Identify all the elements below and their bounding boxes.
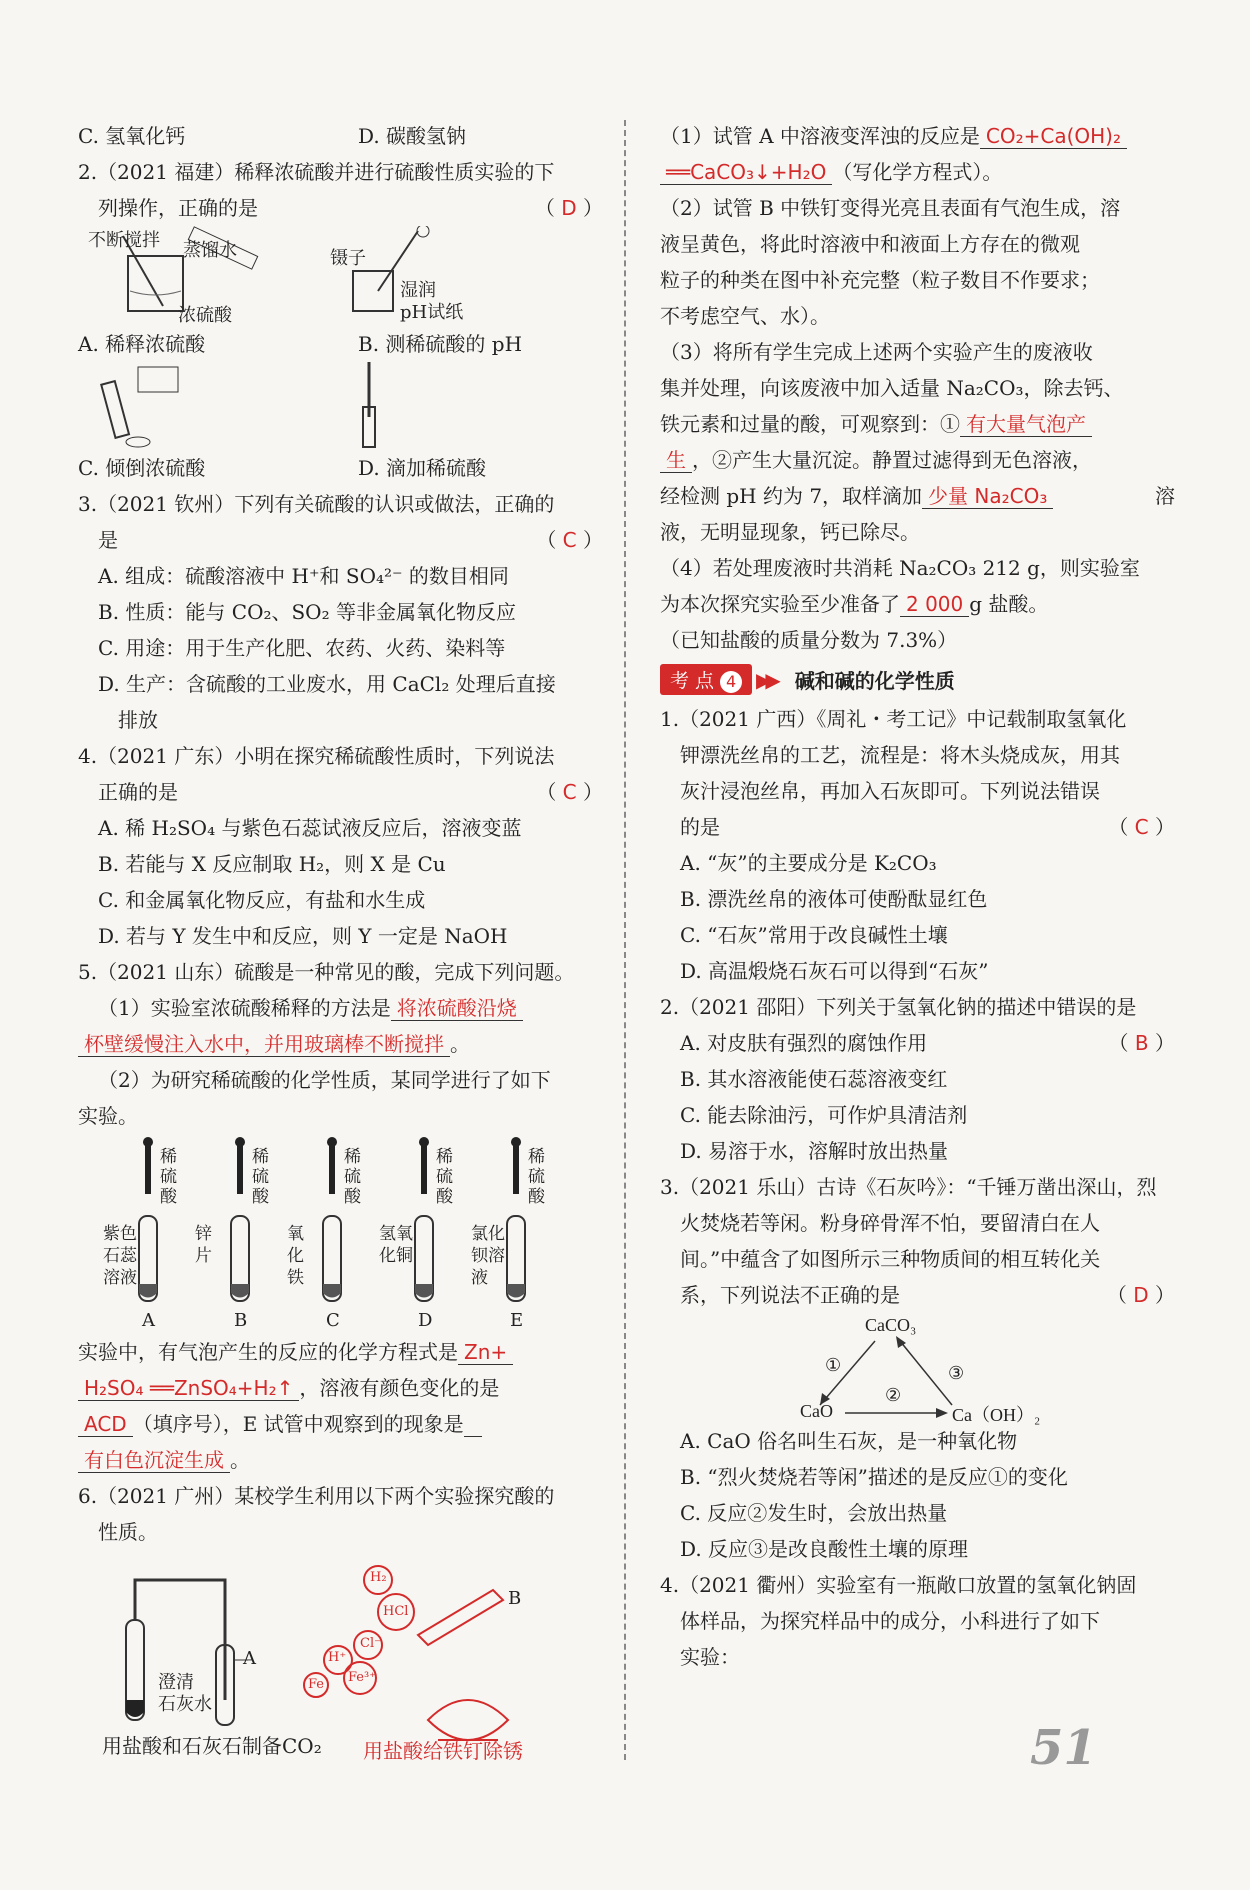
q3-stem-2: 是 （ C ） [98,528,603,552]
section-header [660,664,1175,695]
q4-answer: C [562,780,577,804]
triangle-diagram [660,1313,1175,1423]
label-1: ① [825,1355,842,1376]
r-part4-2: 为本次探究实验至少准备了 2 000 g 盐酸。 [660,592,1049,616]
q5-part3-3: ACD （填序号），E 试管中观察到的现象是 [78,1406,603,1442]
b1-stem-2: 钾漂洗丝帛的工艺，流程是：将木头烧成灰，用其 [680,743,1120,767]
r-part3-answer-3: 少量 Na₂CO₃ [922,484,1053,509]
b1-stem-4: 的是 （ C ） [680,815,1175,839]
q1-options [78,118,603,154]
section-title: 碱和碱的化学性质 [794,669,955,693]
q2-captions-cd [78,450,603,486]
q5-part1: （1）实验室浓硫酸稀释的方法是 将浓硫酸沿烧 [78,990,603,1026]
label-3: ③ [948,1363,965,1384]
q5-part3-answer-1: Zn+ [458,1340,513,1365]
q5-part2: （2）为研究稀硫酸的化学性质，某同学进行了如下 [98,1068,551,1092]
q3-option-d: D. 生产：含硫酸的工业废水，用 CaCl₂ 处理后直接 [98,672,556,696]
tube-letter-D: D [418,1310,433,1331]
fig-label-stir: 不断搅拌 [88,230,160,251]
b4-stem-3: 实验： [680,1645,740,1669]
right-column: （1）试管 A 中溶液变浑浊的反应是 CO₂+Ca(OH)₂ ══CaCO₃↓+H₂O （写化学方程式）。 （2）试管 B 中铁钉变得光亮且表面有气泡生成，溶 液呈黄色，将此时溶液中和液面上方存在的微观 粒子的种类在图中补充完整（粒子数目不作要求； 不考虑空气、水）。 （3）将所有学生完成上述两个实验产生的废液收 集并处理，向该废液中加入适量 Na₂CO₃，除去钙、 铁元素和过量的酸，可观察到：① 有大量气泡产 生 ，②产生大量沉淀。静置过滤得到无色溶液， 经检测 pH 约为 7，取样滴加 少量 Na₂CO₃ 溶 液，无明显现象，钙已除尽。 （4）若处理废液时共消耗 Na₂CO₃ 212 g，则实验室 为本次探究实验至少准备了 2 000 g 盐酸。 （已知盐酸的质量分数为 7.3%） 考 点 4 ▶▶ 碱和碱的化学性质 1.（2021 广西）《周礼・考工记》中记载制取氢氧化 钾漂洗丝帛的工艺，流程是：将木头烧成灰，用其 灰汁浸泡丝帛，再加入石灰即可。下列说法错误 的是 （ C ） A. “灰”的主要成分是 K₂CO₃ B. 漂洗丝帛的液体可使酚酞显红色 C. “石灰”常用于改良碱性土壤 D. 高温煅烧石灰石可以得到“石灰” 2.（2021 邵阳）下列关于氢氧化钠的描述中错误的是 （ B ） A. 对皮肤有强烈的腐蚀作用 B. 其水溶液能使石蕊溶液变红 C. 能去除油污，可作炉具清洁剂 D. 易溶于水，溶解时放出热量 3.（2021 乐山）古诗《石灰吟》：“千锤万凿出深山，烈 火焚烧若等闲。粉身碎骨浑不怕，要留清白在人 间。”中蕴含了如图所示三种物质间的相互转化关 系，下列说法不正确的是 （ D ） CaCO₃ CaO Ca（OH）₂ ① ② ③ A. CaO 俗名叫生石灰，是一种氧化物 B. “烈火焚烧若等闲”描述的是反应①的变化 C. 反应②发生时，会放出热量 D. 反应③是改良酸性土壤的原理 4.（2021 衢州）实验室有一瓶敞口放置的氢氧化钠固 体样品，为探究样品中的成分，小科进行了如下 实验： [660,118,1175,1675]
r-part2-4: 不考虑空气、水）。 [660,304,830,328]
b3-option-a: A. CaO 俗名叫生石灰，是一种氧化物 [680,1429,1018,1453]
r-part4-3: （已知盐酸的质量分数为 7.3%） [660,628,958,652]
r-part1-answer-1: CO₂+Ca(OH)₂ [980,124,1127,149]
ion-h: H⁺ [328,1650,347,1665]
tube-top-label-C: 稀硫酸 [344,1147,361,1207]
q5-part2-2: 实验。 [78,1104,138,1128]
fig-label-b: B [508,1588,522,1609]
q5-part3-4: 有白色沉淀生成 。 [78,1442,603,1478]
q6-stem-2: 性质。 [98,1520,158,1544]
node-caco3: CaCO₃ [865,1315,917,1335]
tube-letter-C: C [326,1310,340,1331]
test-tube-E [507,1137,525,1301]
tube-letter-E: E [510,1310,524,1331]
q4-option-d: D. 若与 Y 发生中和反应，则 Y 一定是 NaOH [98,924,508,948]
b1-option-c: C. “石灰”常用于改良碱性土壤 [680,923,948,947]
r-part3-2: 集并处理，向该废液中加入适量 Na₂CO₃，除去钙、 [660,376,1124,400]
tube-top-label-D: 稀硫酸 [436,1147,453,1207]
b3-answer: D [1133,1283,1149,1307]
q5-stem: 5.（2021 山东）硫酸是一种常见的酸，完成下列问题。 [78,960,575,984]
b2-answer: B [1134,1031,1149,1055]
tube-bottom-label-B: 锌片 [195,1224,212,1266]
q5-part1-answer: 将浓硫酸沿烧 [391,996,523,1021]
ion-hcl: HCl [383,1604,409,1619]
b3-stem: 3.（2021 乐山）古诗《石灰吟》：“千锤万凿出深山，烈 [660,1175,1157,1199]
double-arrow-icon: ▶▶ [756,667,775,692]
q5-part3: 实验中，有气泡产生的反应的化学方程式是 Zn+ [78,1334,603,1370]
r-part2: （2）试管 B 中铁钉变得光亮且表面有气泡生成，溶 [660,196,1121,220]
b3-option-b: B. “烈火焚烧若等闲”描述的是反应①的变化 [680,1465,1068,1489]
q2-figure-cd [78,362,603,450]
q3-option-d-2: 排放 [118,708,158,732]
b3-option-d: D. 反应③是改良酸性土壤的原理 [680,1537,969,1561]
b1-option-d: D. 高温煅烧石灰石可以得到“石灰” [680,959,989,983]
option-d: D. 碳酸氢钠 [358,124,467,148]
q4-option-b: B. 若能与 X 反应制取 H₂，则 X 是 Cu [98,852,446,876]
q3-option-c: C. 用途：用于生产化肥、农药、火药、染料等 [98,636,506,660]
fig-label-acid: 浓硫酸 [178,305,232,326]
q2-captions-ab [78,326,603,362]
tube-bottom-label-C: 氧化铁 [287,1224,304,1288]
r-part3-answer-2: 生 [660,448,692,473]
b3-stem-2: 火焚烧若等闲。粉身碎骨浑不怕，要留清白在人 [680,1211,1100,1235]
node-cao: CaO [800,1401,833,1421]
r-part3-5: 经检测 pH 约为 7，取样滴加 少量 Na₂CO₃ 溶 [660,484,1175,508]
b1-answer: C [1134,815,1149,839]
q5-part3-answer-2: H₂SO₄ ══ZnSO₄+H₂↑ [78,1376,299,1401]
q6-stem: 6.（2021 广州）某校学生利用以下两个实验探究酸的 [78,1484,555,1508]
r-part1-2: ══CaCO₃↓+H₂O （写化学方程式）。 [660,154,1175,190]
fig-label-water: 蒸馏水 [183,240,237,261]
caption-co2: 用盐酸和石灰石制备CO₂ [102,1734,322,1758]
b1-option-b: B. 漂洗丝帛的液体可使酚酞显红色 [680,887,988,911]
q2-stem-2: 列操作，正确的是 （ D ） [98,196,603,220]
fig-label-limewater-2: 石灰水 [158,1694,212,1715]
ion-fe: Fe [308,1677,325,1692]
fig-label-wet: 湿润 [400,280,436,301]
label-2: ② [885,1385,902,1406]
r-part4-answer: 2 000 [900,592,969,617]
column-divider [624,120,626,1760]
q4-stem: 4.（2021 广东）小明在探究稀硫酸性质时，下列说法 [78,744,555,768]
section-badge: 考 点 4 [660,664,752,695]
r-part1: （1）试管 A 中溶液变浑浊的反应是 CO₂+Ca(OH)₂ [660,118,1175,154]
q2-figure-ab [78,226,603,326]
bottle-c [138,367,178,392]
q2-caption-c: C. 倾倒浓硫酸 [78,456,206,480]
r-part2-2: 液呈黄色，将此时溶液中和液面上方存在的微观 [660,232,1080,256]
q3-answer: C [562,528,577,552]
ion-h2: H₂ [370,1570,387,1585]
tube-bottom-label-D: 氢氧化铜 [379,1224,413,1266]
tube-bottom-label-A: 紫色石蕊溶液 [103,1224,137,1288]
q5-part3-2: H₂SO₄ ══ZnSO₄+H₂↑ ，溶液有颜色变化的是 [78,1370,603,1406]
fig-label-tweezers: 镊子 [330,248,366,269]
b1-option-a: A. “灰”的主要成分是 K₂CO₃ [680,851,937,875]
tube-top-label-B: 稀硫酸 [252,1147,269,1207]
q2-caption-d: D. 滴加稀硫酸 [358,456,487,480]
r-part4: （4）若处理废液时共消耗 Na₂CO₃ 212 g，则实验室 [660,556,1140,580]
b3-stem-3: 间。”中蕴含了如图所示三种物质间的相互转化关 [680,1247,1101,1271]
r-part3: （3）将所有学生完成上述两个实验产生的废液收 [660,340,1093,364]
test-tube-B [231,1137,249,1301]
page-number: 51 [1030,1720,1097,1776]
q4-stem-2: 正确的是 （ C ） [98,780,603,804]
r-part3-3: 铁元素和过量的酸，可观察到：① 有大量气泡产 [660,406,1175,442]
b2-option-c: C. 能去除油污，可作炉具清洁剂 [680,1103,968,1127]
r-part3-6: 液，无明显现象，钙已除尽。 [660,520,920,544]
section-number: 4 [720,671,742,693]
r-part3-answer-1: 有大量气泡产 [960,412,1092,437]
beaker-a [128,256,183,311]
caption-rust: 用盐酸给铁钉除锈 [363,1739,523,1763]
q3-option-b: B. 性质：能与 CO₂、SO₂ 等非金属氧化物反应 [98,600,516,624]
tube-top-label-A: 稀硫酸 [160,1147,177,1207]
tube-bottom-label-E: 氯化钡溶液 [471,1224,505,1288]
fig-label-ph: pH试纸 [400,302,464,323]
q4-option-c: C. 和金属氧化物反应，有盐和水生成 [98,888,426,912]
b1-stem: 1.（2021 广西）《周礼・考工记》中记载制取氢氧化 [660,707,1127,731]
b2-option-b: B. 其水溶液能使石蕊溶液变红 [680,1067,948,1091]
b2-option-d: D. 易溶于水，溶解时放出热量 [680,1139,949,1163]
option-c: C. 氢氧化钙 [78,124,186,148]
b4-stem: 4.（2021 衢州）实验室有一瓶敞口放置的氢氧化钠固 [660,1573,1137,1597]
r-part2-3: 粒子的种类在图中补充完整（粒子数目不作要求； [660,268,1100,292]
node-caoh2: Ca（OH）₂ [952,1405,1041,1425]
test-tube-A [139,1137,157,1301]
q2-caption-a: A. 稀释浓硫酸 [78,332,206,356]
test-tube-C [323,1137,341,1301]
q6-figure [78,1550,603,1763]
tubes-svg [78,1134,598,1334]
b3-option-c: C. 反应②发生时，会放出热量 [680,1501,948,1525]
q2-answer: D [561,196,577,220]
fig-label-limewater-1: 澄清 [158,1672,194,1693]
q2-stem: 2.（2021 福建）稀释浓硫酸并进行硫酸性质实验的下 [78,160,555,184]
tube-top-label-E: 稀硫酸 [528,1147,545,1207]
q5-test-tubes [78,1134,603,1334]
q2-caption-b: B. 测稀硫酸的 pH [358,332,523,356]
arrow-3 [900,1341,952,1405]
ion-cl: Cl⁻ [360,1636,381,1651]
r-part1-answer-2: ══CaCO₃↓+H₂O [660,160,832,185]
b2-option-a: A. 对皮肤有强烈的腐蚀作用 [680,1031,928,1055]
q4-option-a: A. 稀 H₂SO₄ 与紫色石蕊试液反应后，溶液变蓝 [98,816,522,840]
tube-c [101,381,129,438]
test-tube-D [415,1137,433,1301]
q5-part1-2: 杯壁缓慢注入水中，并用玻璃棒不断搅拌 。 [78,1026,603,1062]
q5-part1-answer-2: 杯壁缓慢注入水中，并用玻璃棒不断搅拌 [78,1032,450,1057]
q5-part3-answer-3: ACD [78,1412,133,1437]
q3-stem: 3.（2021 钦州）下列有关硫酸的认识或做法，正确的 [78,492,555,516]
b4-stem-2: 体样品，为探究样品中的成分，小科进行了如下 [680,1609,1100,1633]
left-column [78,118,603,1763]
b1-stem-3: 灰汁浸泡丝帛，再加入石灰即可。下列说法错误 [680,779,1100,803]
b3-stem-4: 系，下列说法不正确的是 （ D ） [680,1283,1175,1307]
r-part3-4: 生 ，②产生大量沉淀。静置过滤得到无色溶液， [660,442,1175,478]
q3-option-a: A. 组成：硫酸溶液中 H⁺和 SO₄²⁻ 的数目相同 [98,564,509,588]
b2-stem: 2.（2021 邵阳）下列关于氢氧化钠的描述中错误的是 [660,995,1137,1019]
tube-letter-B: B [234,1310,248,1331]
tube-letter-A: A [142,1310,155,1331]
fig-label-a: A [243,1648,256,1669]
q5-part3-answer-4: 有白色沉淀生成 [78,1448,230,1473]
ion-fe3: Fe³⁺ [348,1670,377,1685]
